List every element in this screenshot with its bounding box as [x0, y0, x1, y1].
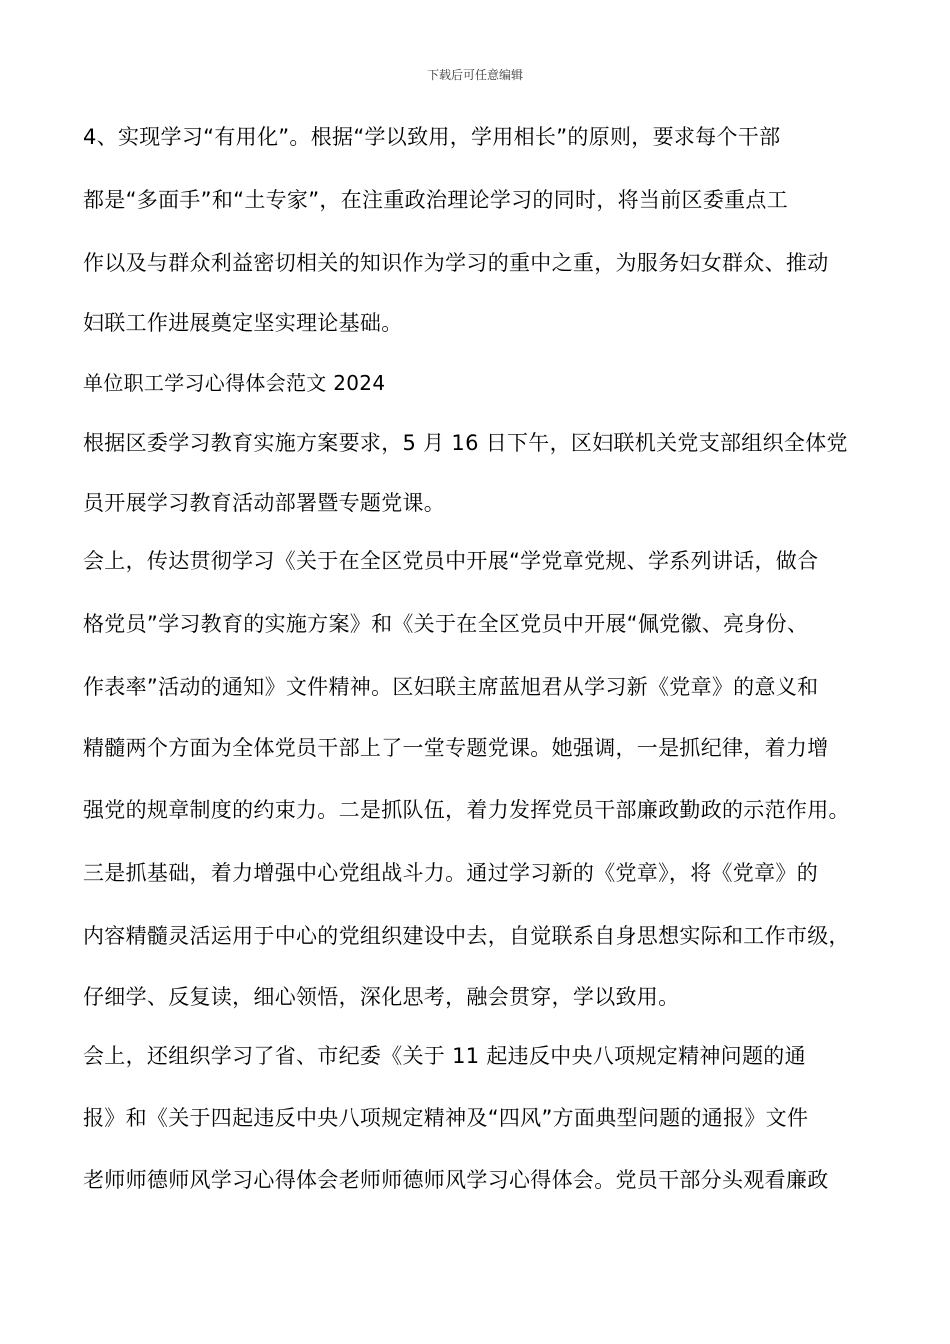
body-line: 报》和《关于四起违反中央八项规定精神及“四风”方面典型问题的通报》文件 — [83, 1106, 809, 1130]
page-header: 下载后可任意编辑 — [426, 68, 523, 82]
body-line: 都是“多面手”和“土专家”，在注重政治理论学习的同时，将当前区委重点工 — [83, 188, 789, 212]
body-line: 作表率”活动的通知》文件精神。区妇联主席蓝旭君从学习新《党章》的意义和 — [83, 675, 819, 699]
body-line: 妇联工作进展奠定坚实理论基础。 — [83, 311, 403, 335]
body-line: 会上，还组织学习了省、市纪委《关于 11 起违反中央八项规定精神问题的通 — [83, 1044, 806, 1068]
body-line: 三是抓基础，着力增强中心党组战斗力。通过学习新的《党章》，将《党章》的 — [83, 861, 818, 885]
section-title: 单位职工学习心得体会范文 2024 — [83, 371, 386, 395]
body-line: 强党的规章制度的约束力。二是抓队伍，着力发挥党员干部廉政勤政的示范作用。 — [83, 798, 850, 822]
body-line: 老师师德师风学习心得体会老师师德师风学习心得体会。党员干部分头观看廉政 — [83, 1168, 829, 1192]
body-line: 根据区委学习教育实施方案要求，5 月 16 日下午，区妇联机关党支部组织全体党 — [83, 431, 848, 455]
body-line: 格党员”学习教育的实施方案》和《关于在全区党员中开展“佩党徽、亮身份、 — [83, 612, 809, 636]
body-line: 内容精髓灵活运用于中心的党组织建设中去，自觉联系自身思想实际和工作市级， — [83, 924, 850, 948]
body-line: 4、实现学习“有用化”。根据“学以致用，学用相长”的原则，要求每个干部 — [83, 125, 781, 149]
body-line: 作以及与群众利益密切相关的知识作为学习的重中之重，为服务妇女群众、推动 — [83, 251, 829, 275]
body-line: 员开展学习教育活动部署暨专题党课。 — [83, 491, 446, 515]
body-line: 会上，传达贯彻学习《关于在全区党员中开展“学党章党规、学系列讲话，做合 — [83, 549, 819, 573]
body-line: 仔细学、反复读，细心领悟，深化思考，融会贯穿，学以致用。 — [83, 985, 680, 1009]
body-line: 精髓两个方面为全体党员干部上了一堂专题党课。她强调，一是抓纪律，着力增 — [83, 736, 829, 760]
